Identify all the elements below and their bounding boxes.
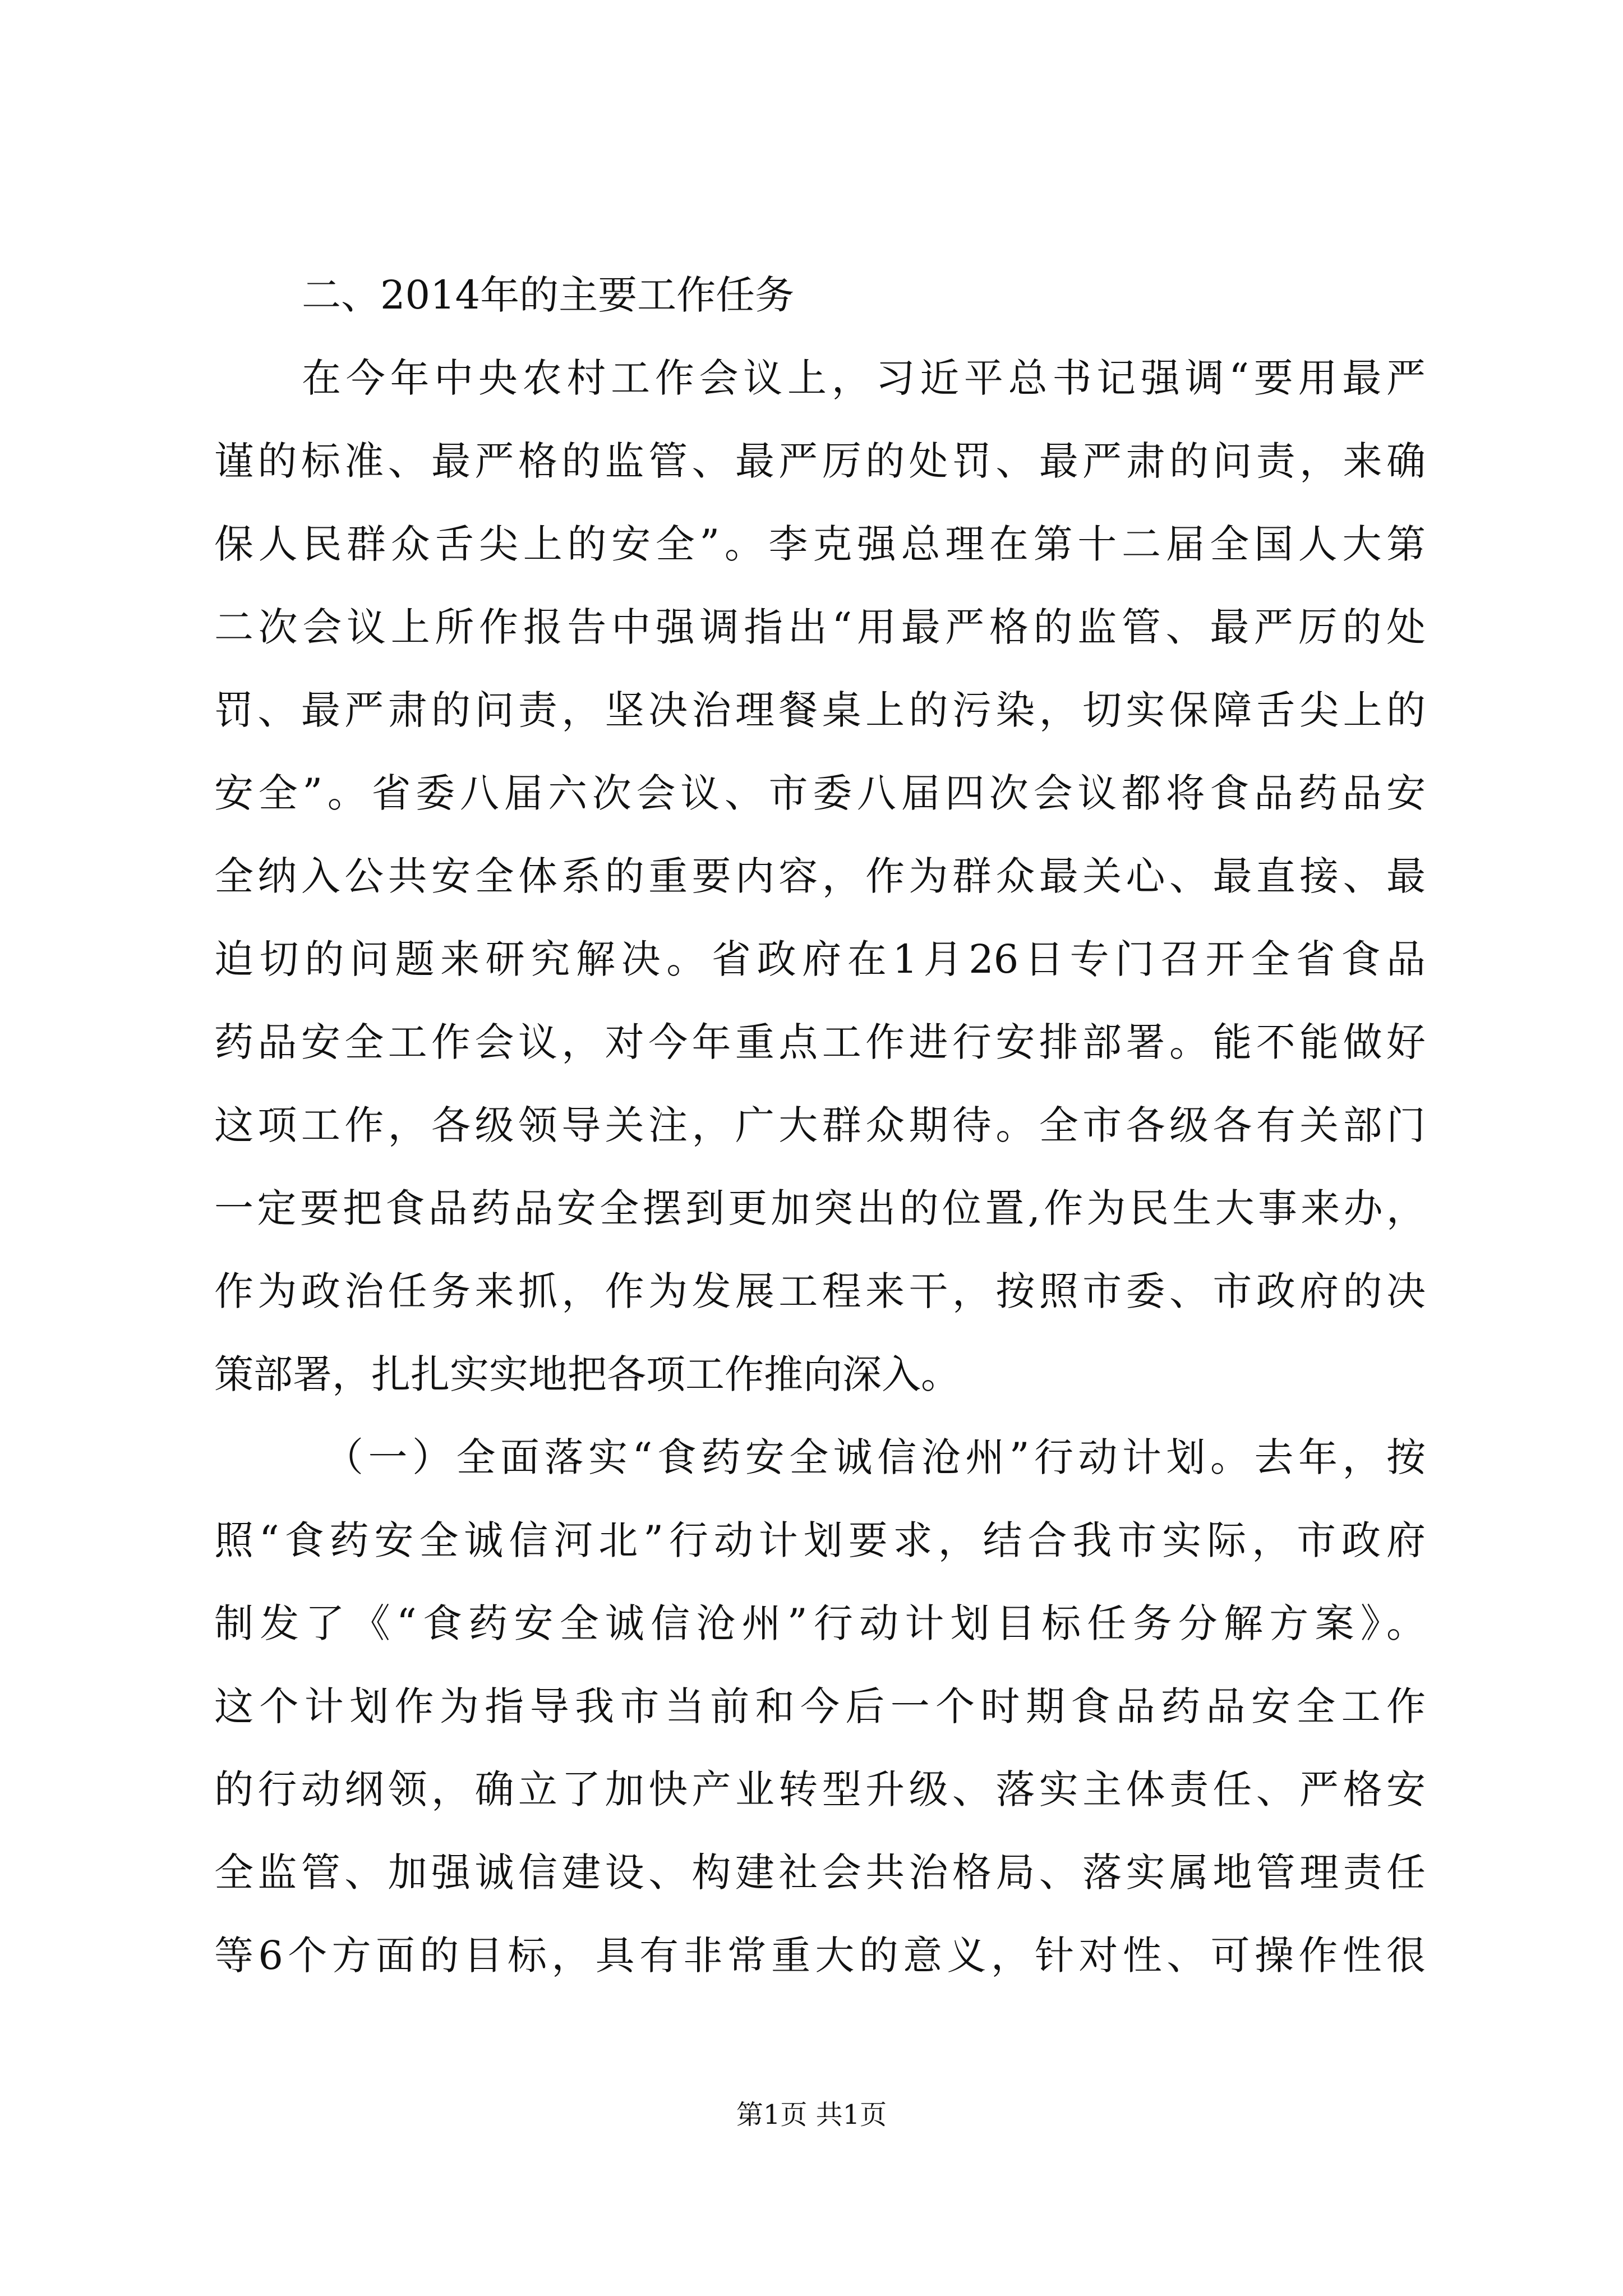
paragraph-1 <box>214 337 1426 1416</box>
text-line: 作为政治任务来抓，作为发展工程来干，按照市委、市政府的决 <box>214 1268 1426 1314</box>
text-line: 策部署，扎扎实实地把各项工作推向深入。 <box>214 1351 960 1397</box>
text-line: 制发了《“食药安全诚信沧州”行动计划目标任务分解方案》。 <box>214 1600 1426 1646</box>
text-line: 等6个方面的目标，具有非常重大的意义，针对性、可操作性很 <box>214 1932 1426 1978</box>
text-line: 这个计划作为指导我市当前和今后一个时期食品药品安全工作 <box>214 1683 1426 1729</box>
text-line: 这项工作，各级领导关注，广大群众期待。全市各级各有关部门 <box>214 1102 1426 1148</box>
text-line: 在今年中央农村工作会议上，习近平总书记强调“要用最严 <box>302 355 1426 401</box>
document-body <box>214 254 1426 1997</box>
page-footer: 第1页 共1页 <box>736 2099 887 2131</box>
text-line: 药品安全工作会议，对今年重点工作进行安排部署。能不能做好 <box>214 1019 1426 1065</box>
text-line: 的行动纲领，确立了加快产业转型升级、落实主体责任、严格安 <box>214 1766 1426 1812</box>
text-line: 二次会议上所作报告中强调指出“用最严格的监管、最严厉的处 <box>214 604 1426 650</box>
paragraph-2 <box>214 1416 1426 1997</box>
text-line: 谨的标准、最严格的监管、最严厉的处罚、最严肃的问责，来确 <box>214 438 1426 484</box>
section-heading: 二、2014年的主要工作任务 <box>302 272 795 318</box>
text-line: 照“食药安全诚信河北”行动计划要求，结合我市实际，市政府 <box>214 1517 1426 1563</box>
text-line: 迫切的问题来研究解决。省政府在1月26日专门召开全省食品 <box>214 936 1426 982</box>
text-line: 罚、最严肃的问责，坚决治理餐桌上的污染，切实保障舌尖上的 <box>214 687 1426 733</box>
text-line: 全纳入公共安全体系的重要内容，作为群众最关心、最直接、最 <box>214 853 1426 899</box>
text-line: 全监管、加强诚信建设、构建社会共治格局、落实属地管理责任 <box>214 1849 1426 1895</box>
text-line: 一定要把食品药品安全摆到更加突出的位置,作为民生大事来办， <box>214 1185 1426 1231</box>
text-line: （一）全面落实“食药安全诚信沧州”行动计划。去年，按 <box>324 1434 1426 1480</box>
text-line: 安全”。省委八届六次会议、市委八届四次会议都将食品药品安 <box>214 770 1426 816</box>
text-line: 保人民群众舌尖上的安全”。李克强总理在第十二届全国人大第 <box>214 521 1426 567</box>
